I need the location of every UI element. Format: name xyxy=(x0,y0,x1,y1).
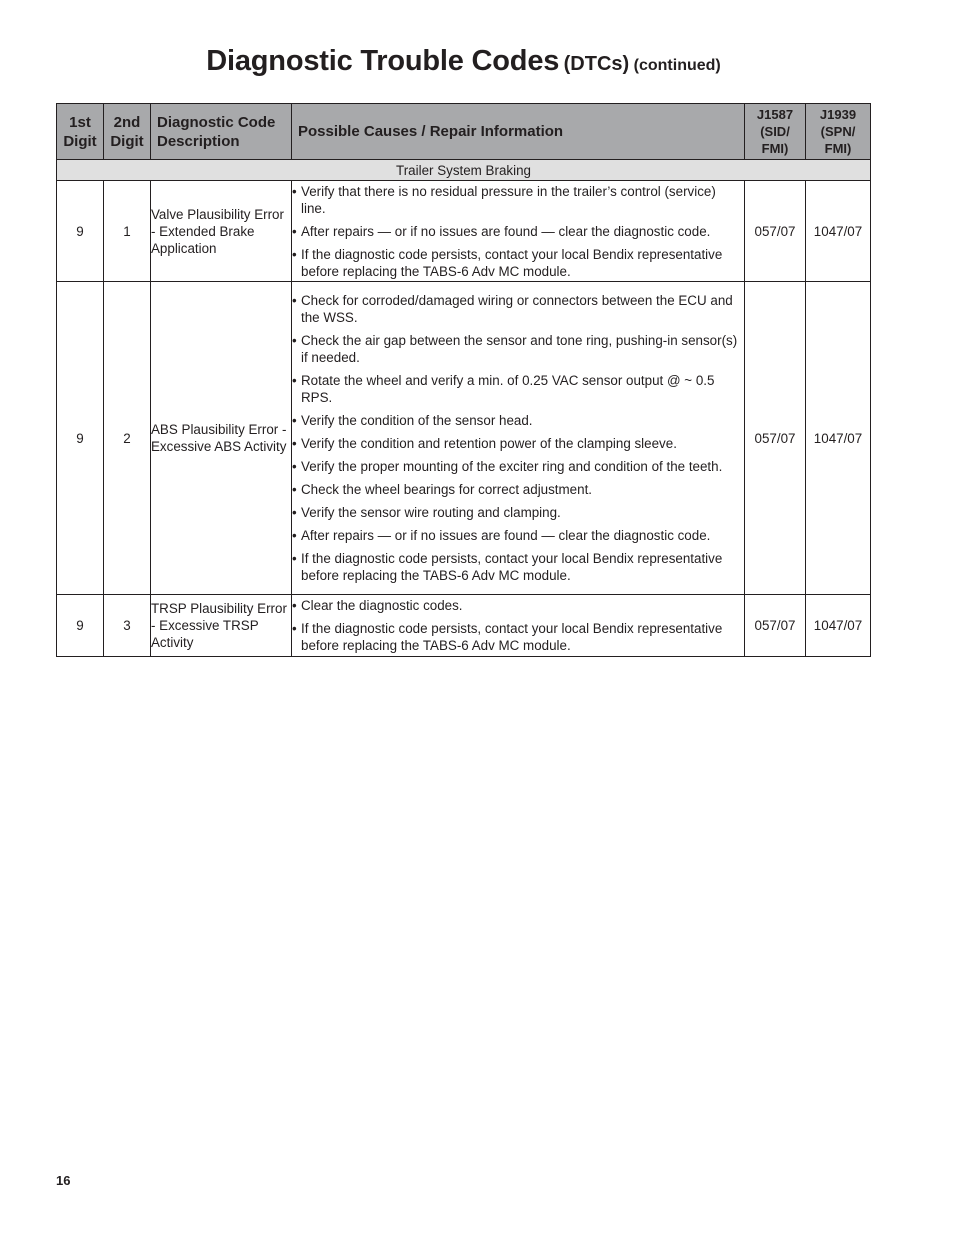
page-number: 16 xyxy=(56,1173,71,1188)
section-row xyxy=(57,160,871,181)
j1939-cell: 1047/07 xyxy=(806,595,871,657)
title-abbrev: (DTCs) xyxy=(563,53,630,75)
description-cell: ABS Plausibility Error - Excessive ABS Activity xyxy=(151,282,292,595)
description-cell: TRSP Plausibility Error - Excessive TRSP Activity xyxy=(151,595,292,657)
j1587-cell: 057/07 xyxy=(745,595,806,657)
causes-list xyxy=(292,292,744,584)
first-digit-cell: 9 xyxy=(57,282,104,595)
second-digit-cell: 3 xyxy=(104,595,151,657)
cause-item: • Rotate the wheel and verify a min. of 0.25 VAC sensor output @ ~ 0.5 RPS. xyxy=(292,372,744,406)
cause-item: • After repairs — or if no issues are found — clear the diagnostic code. xyxy=(292,223,744,240)
table-body xyxy=(57,181,871,657)
j1939-cell: 1047/07 xyxy=(806,181,871,282)
cause-item: • Verify the condition and retention power of the clamping sleeve. xyxy=(292,435,744,452)
cause-item: • Verify the condition of the sensor head. xyxy=(292,412,744,429)
cause-item: • Check the wheel bearings for correct adjustment. xyxy=(292,481,744,498)
causes-list xyxy=(292,183,744,280)
header-description: Diagnostic Code Description xyxy=(151,104,292,160)
second-digit-cell: 2 xyxy=(104,282,151,595)
causes-cell xyxy=(292,181,745,282)
dtc-table xyxy=(56,103,871,657)
cause-item: • Verify that there is no residual pressure in the trailer’s control (service) line. xyxy=(292,183,744,217)
page-title xyxy=(0,47,927,76)
j1939-cell: 1047/07 xyxy=(806,282,871,595)
first-digit-cell: 9 xyxy=(57,595,104,657)
table-header-row xyxy=(57,104,871,160)
header-second-digit: 2nd Digit xyxy=(104,104,151,160)
first-digit-cell: 9 xyxy=(57,181,104,282)
cause-item: • If the diagnostic code persists, contact your local Bendix representative before replacing the TABS-6 Adv MC module. xyxy=(292,620,744,654)
cause-item: • If the diagnostic code persists, contact your local Bendix representative before replacing the TABS-6 Adv MC module. xyxy=(292,246,744,280)
header-j1939: J1939 (SPN/ FMI) xyxy=(806,104,871,160)
cause-item: • Clear the diagnostic codes. xyxy=(292,597,744,614)
header-causes: Possible Causes / Repair Information xyxy=(292,104,745,160)
cause-item: • Check the air gap between the sensor and tone ring, pushing-in sensor(s) if needed. xyxy=(292,332,744,366)
header-first-digit: 1st Digit xyxy=(57,104,104,160)
table-row xyxy=(57,181,871,282)
second-digit-cell: 1 xyxy=(104,181,151,282)
description-cell: Valve Plausibility Error - Extended Brake Application xyxy=(151,181,292,282)
causes-cell xyxy=(292,595,745,657)
j1587-cell: 057/07 xyxy=(745,282,806,595)
cause-item: • If the diagnostic code persists, contact your local Bendix representative before replacing the TABS-6 Adv MC module. xyxy=(292,550,744,584)
causes-list xyxy=(292,597,744,654)
table-row xyxy=(57,595,871,657)
section-label: Trailer System Braking xyxy=(57,160,871,181)
cause-item: • Verify the proper mounting of the exciter ring and condition of the teeth. xyxy=(292,458,744,475)
title-main: Diagnostic Trouble Codes xyxy=(206,45,560,77)
title-continued: (continued) xyxy=(633,57,721,74)
cause-item: • Check for corroded/damaged wiring or connectors between the ECU and the WSS. xyxy=(292,292,744,326)
causes-cell xyxy=(292,282,745,595)
table-row xyxy=(57,282,871,595)
header-j1587: J1587 (SID/ FMI) xyxy=(745,104,806,160)
j1587-cell: 057/07 xyxy=(745,181,806,282)
cause-item: • After repairs — or if no issues are found — clear the diagnostic code. xyxy=(292,527,744,544)
cause-item: • Verify the sensor wire routing and clamping. xyxy=(292,504,744,521)
